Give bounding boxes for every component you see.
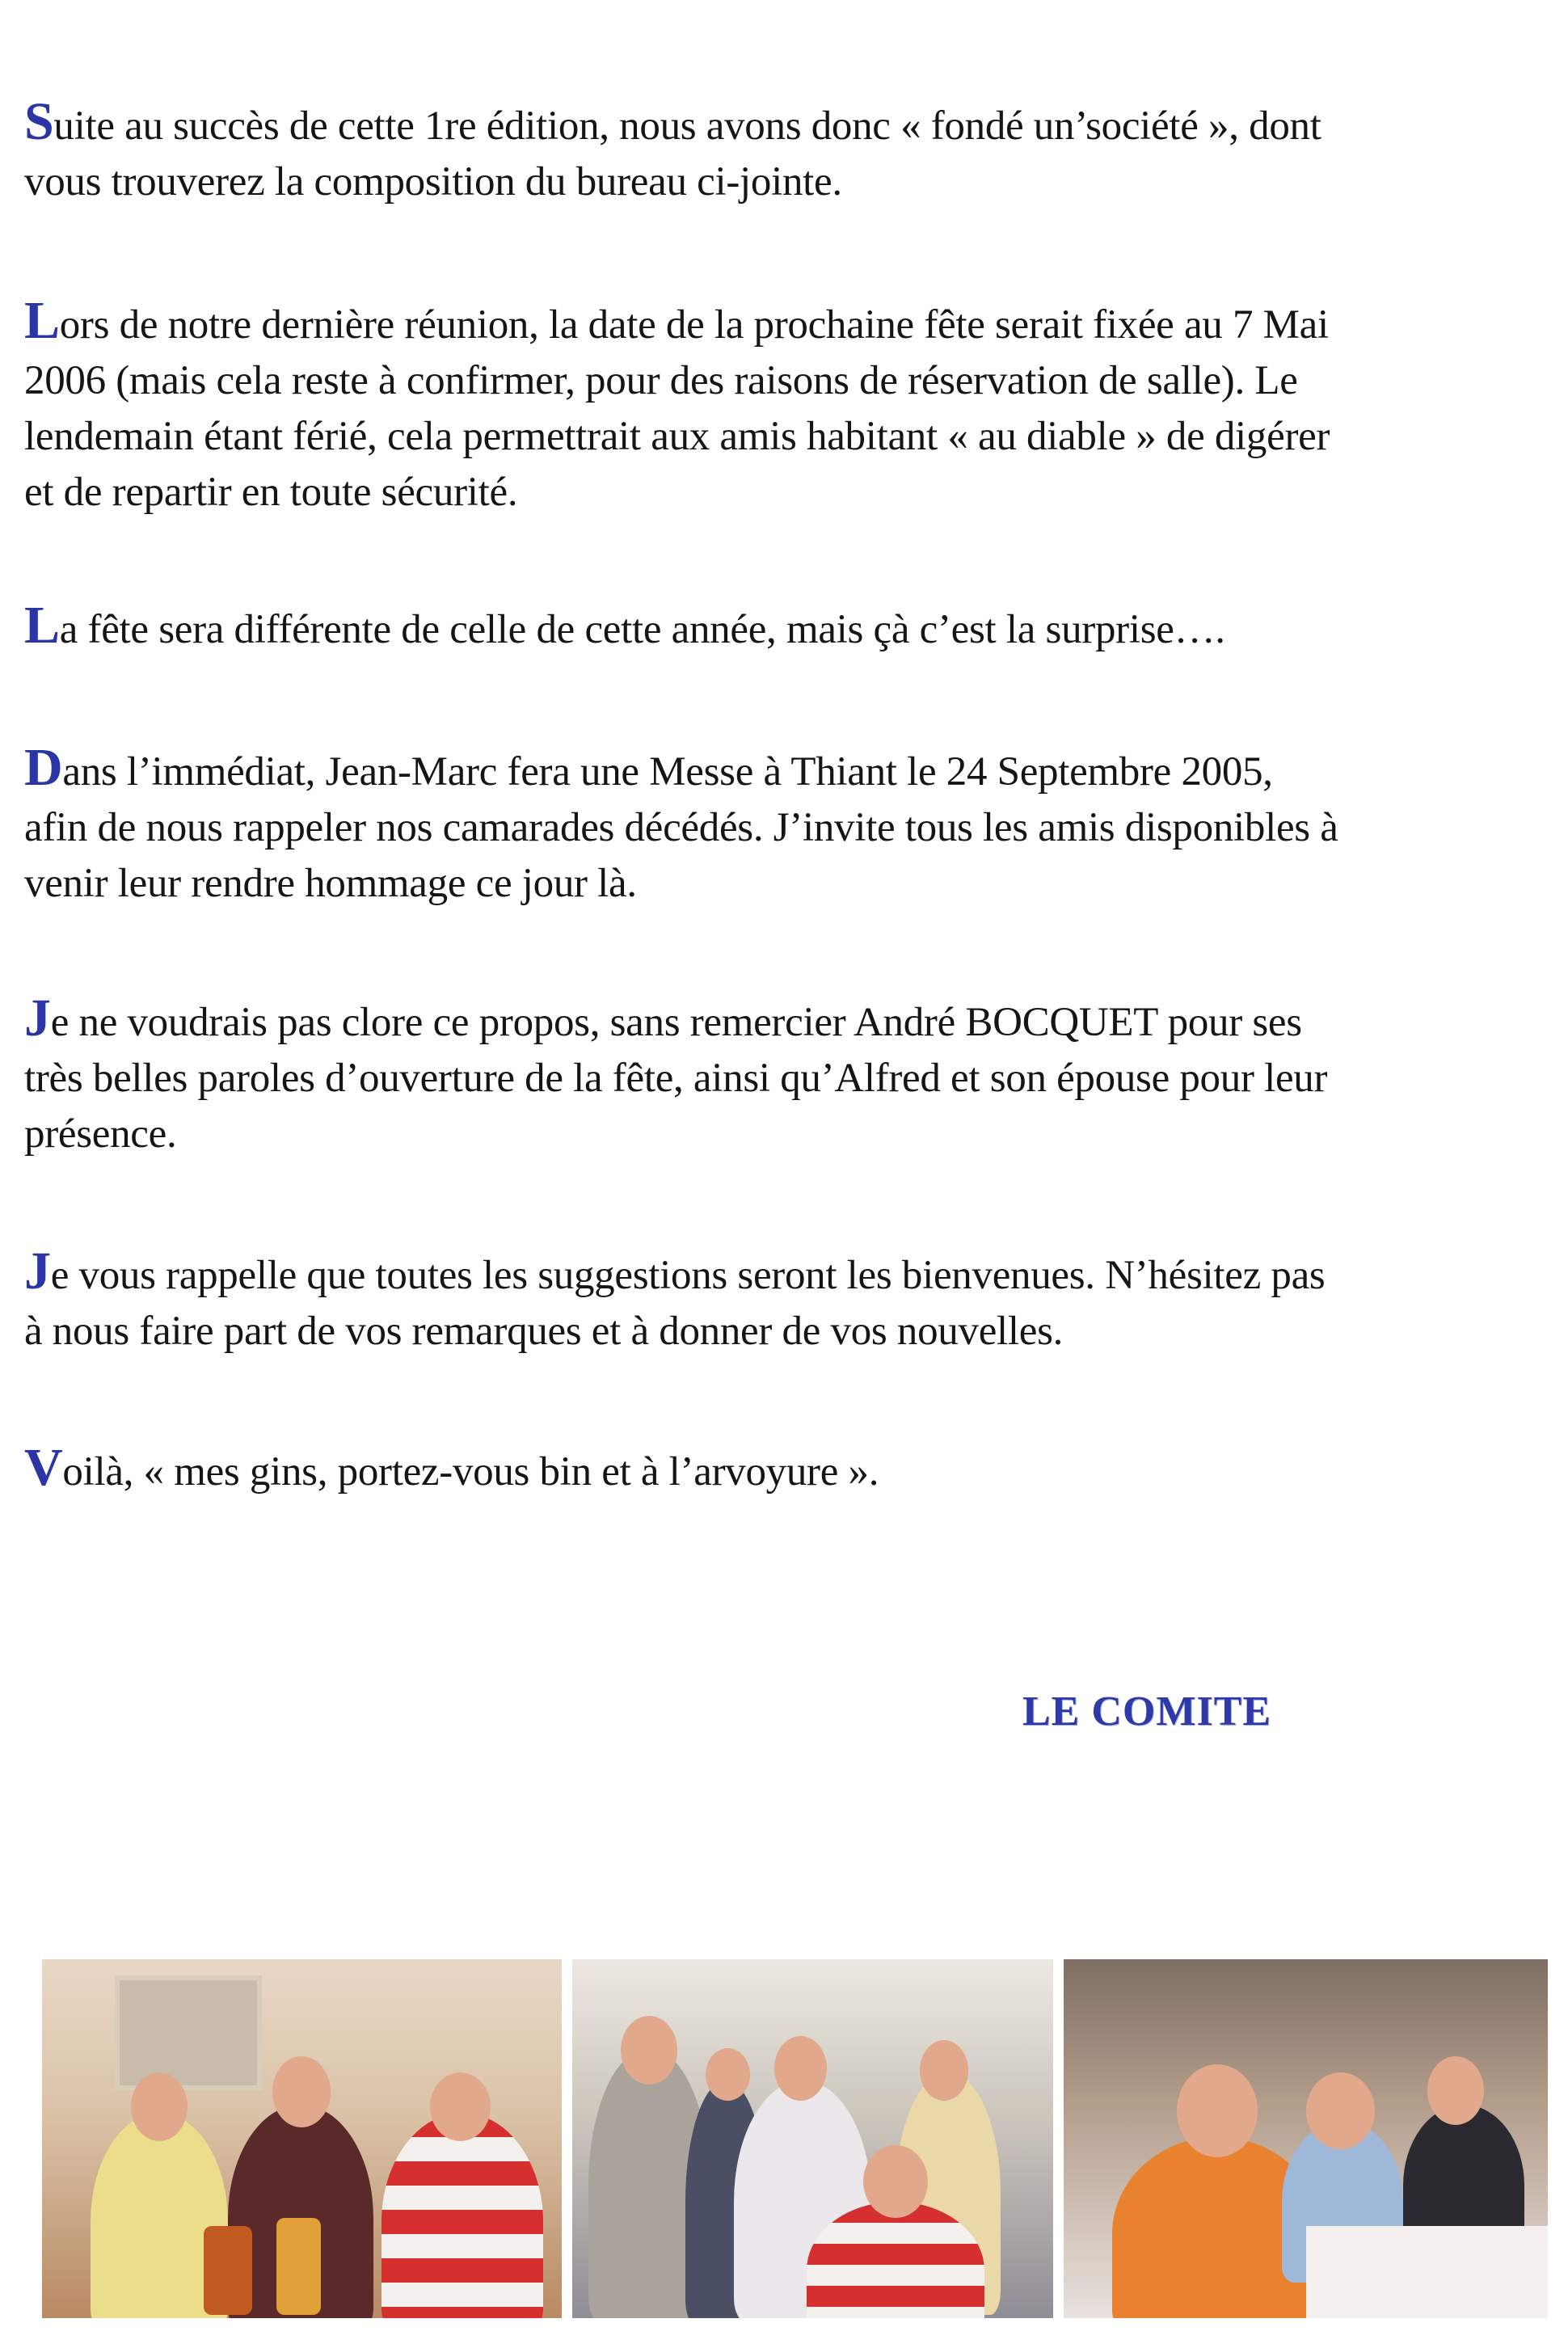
text-line — [24, 409, 1552, 465]
drop-initial: J — [24, 989, 51, 1048]
line-text: e vous rappelle que toutes les suggestions seront les bienvenues. N’hésitez pas — [50, 1253, 1326, 1298]
line-text: très belles paroles d’ouverture de la fête, ainsi qu’Alfred et son épouse pour leur — [24, 1056, 1328, 1101]
text-line — [24, 465, 1552, 521]
line-text: 2006 (mais cela reste à confirmer, pour des raisons de réservation de salle). Le — [24, 358, 1298, 403]
paragraph — [24, 989, 1552, 1162]
text-line — [24, 1304, 1552, 1360]
drop-initial: J — [24, 1242, 51, 1301]
text-line — [24, 1438, 1552, 1500]
text-line — [24, 989, 1552, 1051]
text-line — [24, 92, 1552, 154]
line-text: ans l’immédiat, Jean-Marc fera une Messe à Thiant le 24 Septembre 2005, — [62, 749, 1273, 795]
text-line — [24, 856, 1552, 912]
drop-initial: S — [24, 92, 54, 151]
text-line — [24, 353, 1552, 409]
drop-initial: L — [24, 291, 60, 350]
text-line — [24, 1051, 1552, 1107]
photo-three-men-bar — [42, 1959, 562, 2318]
drop-initial: D — [24, 738, 63, 797]
photo-group-standing — [572, 1959, 1053, 2318]
text-line — [24, 596, 1552, 658]
line-text: et de repartir en toute sécurité. — [24, 470, 518, 515]
paragraph — [24, 738, 1552, 912]
line-text: vous trouverez la composition du bureau ci-jointe. — [24, 159, 842, 204]
line-text: e ne voudrais pas clore ce propos, sans remercier André BOCQUET pour ses — [50, 1000, 1302, 1045]
text-line — [24, 154, 1552, 210]
paragraph — [24, 1438, 1552, 1500]
line-text: a fête sera différente de celle de cette année, mais çà c’est la surprise…. — [59, 607, 1225, 652]
line-text: afin de nous rappeler nos camarades décédés. J’invite tous les amis disponibles à — [24, 805, 1338, 850]
line-text: ors de notre dernière réunion, la date de la prochaine fête serait fixée au 7 Mai — [59, 302, 1329, 348]
line-text: lendemain étant férié, cela permettrait aux amis habitant « au diable » de digérer — [24, 414, 1330, 459]
text-line — [24, 738, 1552, 800]
line-text: oilà, « mes gins, portez-vous bin et à l’arvoyure ». — [62, 1449, 879, 1495]
drop-initial: L — [24, 596, 60, 655]
paragraph — [24, 1242, 1552, 1360]
text-line — [24, 1242, 1552, 1304]
photo-banquet-table — [1064, 1959, 1548, 2318]
signature: LE COMITE — [1022, 1688, 1272, 1735]
text-line — [24, 291, 1552, 353]
paragraph — [24, 92, 1552, 210]
line-text: à nous faire part de vos remarques et à donner de vos nouvelles. — [24, 1309, 1064, 1354]
line-text: présence. — [24, 1111, 177, 1157]
drop-initial: V — [24, 1438, 63, 1497]
paragraph — [24, 291, 1552, 521]
text-line — [24, 1107, 1552, 1162]
paragraph — [24, 596, 1552, 658]
line-text: venir leur rendre hommage ce jour là. — [24, 861, 637, 906]
text-line — [24, 800, 1552, 856]
line-text: uite au succès de cette 1re édition, nous avons donc « fondé un’société », dont — [53, 103, 1321, 149]
